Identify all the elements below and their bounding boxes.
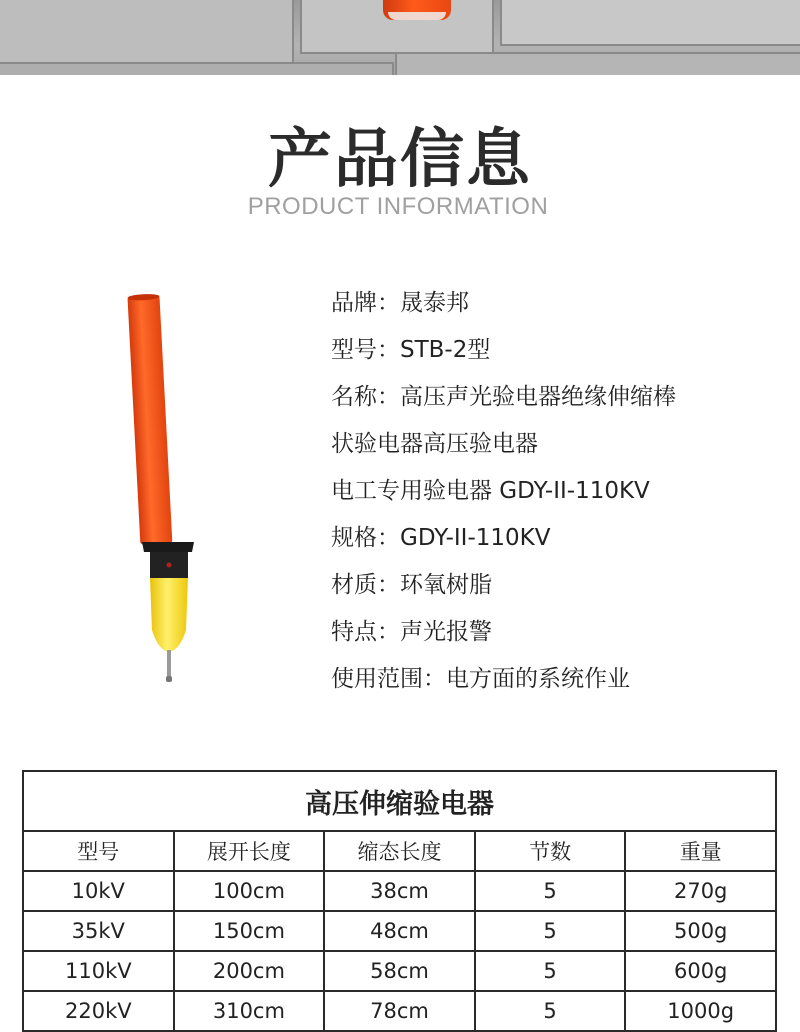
- cell-weight: 1000g: [625, 991, 776, 1031]
- cell-extended-length: 200cm: [174, 951, 325, 991]
- info-spec: 规格：GDY-II-110KV: [331, 525, 551, 551]
- cell-model: 10kV: [23, 871, 174, 911]
- info-usage: 使用范围：电方面的系统作业: [331, 666, 630, 692]
- pavement-tile: [395, 52, 800, 75]
- cap-rim: [388, 12, 446, 20]
- cell-extended-length: 310cm: [174, 991, 325, 1031]
- info-model: 型号：STB-2型: [331, 337, 491, 363]
- cell-weight: 600g: [625, 951, 776, 991]
- pavement-tile: [500, 0, 800, 46]
- header-extended-length: 展开长度: [174, 831, 325, 871]
- cell-weight: 500g: [625, 911, 776, 951]
- product-image: [120, 290, 240, 690]
- cell-sections: 5: [475, 911, 626, 951]
- header-model: 型号: [23, 831, 174, 871]
- header-weight: 重量: [625, 831, 776, 871]
- cell-extended-length: 150cm: [174, 911, 325, 951]
- cell-model: 220kV: [23, 991, 174, 1031]
- info-feature: 特点：声光报警: [331, 619, 492, 645]
- cell-model: 35kV: [23, 911, 174, 951]
- cell-sections: 5: [475, 951, 626, 991]
- header-sections: 节数: [475, 831, 626, 871]
- table-caption: 高压伸缩验电器: [23, 771, 776, 831]
- table-row: [23, 991, 776, 1031]
- info-name-continued-2: 电工专用验电器 GDY-II-110KV: [331, 478, 650, 504]
- cell-model: 110kV: [23, 951, 174, 991]
- cell-retracted-length: 58cm: [324, 951, 475, 991]
- pavement-tile: [0, 0, 294, 64]
- cell-weight: 270g: [625, 871, 776, 911]
- cell-retracted-length: 78cm: [324, 991, 475, 1031]
- table-row: [23, 911, 776, 951]
- header-retracted-length: 缩态长度: [324, 831, 475, 871]
- section-title: 产品信息: [268, 123, 532, 197]
- cell-extended-length: 100cm: [174, 871, 325, 911]
- info-name-continued: 状验电器高压验电器: [331, 431, 538, 457]
- section-subtitle: PRODUCT INFORMATION: [247, 193, 549, 220]
- product-info-list: [331, 280, 676, 703]
- info-brand: 品牌：晟泰邦: [331, 290, 469, 316]
- pavement-tile: [0, 62, 394, 75]
- info-name: 名称：高压声光验电器绝缘伸缩棒: [331, 384, 676, 410]
- cell-retracted-length: 48cm: [324, 911, 475, 951]
- top-photo-strip: [0, 0, 800, 75]
- spec-table: [22, 770, 777, 1032]
- info-material: 材质：环氧树脂: [331, 572, 492, 598]
- cell-retracted-length: 38cm: [324, 871, 475, 911]
- table-row: [23, 951, 776, 991]
- cell-sections: 5: [475, 991, 626, 1031]
- table-row: [23, 871, 776, 911]
- voltage-detector-illustration: [120, 290, 240, 690]
- cell-sections: 5: [475, 871, 626, 911]
- table-header-row: [23, 831, 776, 871]
